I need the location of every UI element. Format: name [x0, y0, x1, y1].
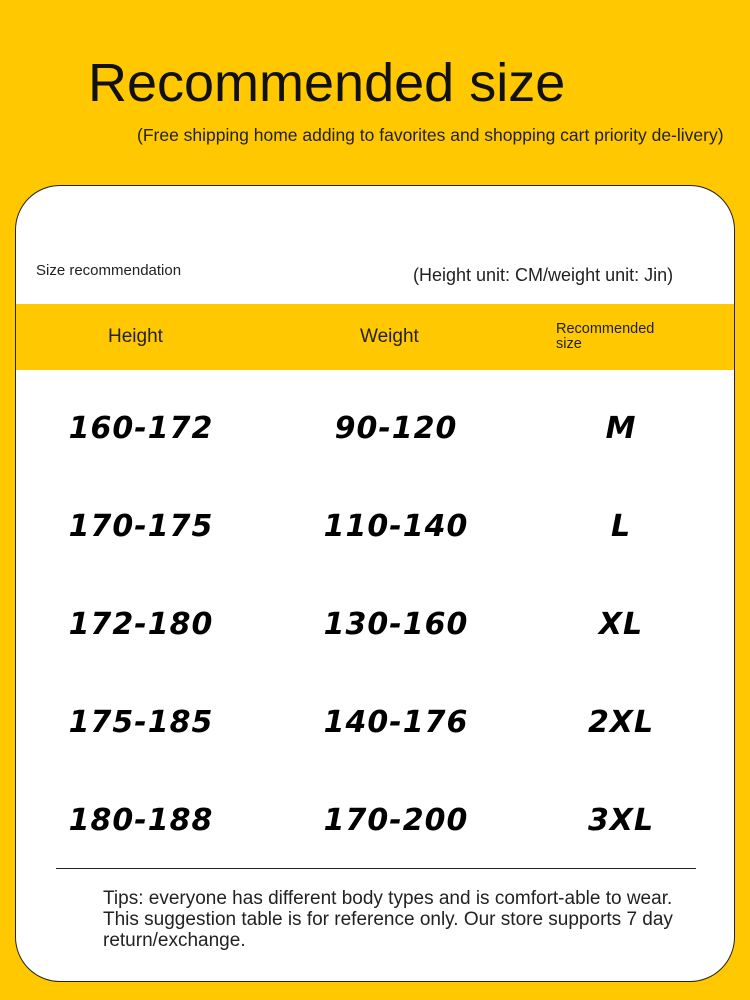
- size-cell: 2XL: [587, 705, 655, 740]
- size-card: [15, 185, 735, 982]
- units-note: (Height unit: CM/weight unit: Jin): [413, 265, 674, 285]
- size-cell: XL: [598, 607, 644, 642]
- height-cell: 172-180: [68, 607, 214, 642]
- table-row: [16, 411, 734, 471]
- height-cell: 160-172: [68, 411, 214, 446]
- size-cell: 3XL: [587, 803, 655, 838]
- weight-cell: 170-200: [323, 803, 469, 838]
- header-recommended-size: Recommended size: [556, 321, 655, 352]
- weight-cell: 90-120: [334, 411, 458, 446]
- table-row: [16, 705, 734, 765]
- table-row: [16, 509, 734, 569]
- height-cell: 180-188: [68, 803, 214, 838]
- divider: [56, 868, 696, 869]
- page-title: Recommended size: [88, 53, 566, 113]
- weight-cell: 110-140: [323, 509, 469, 544]
- size-cell: L: [610, 509, 632, 544]
- header-height: Height: [108, 326, 163, 347]
- size-cell: M: [605, 411, 637, 446]
- tips-text: Tips: everyone has different body types and is comfort-able to wear. This suggestion table is for reference only. Our store supports 7 day return/exchange.: [103, 888, 673, 951]
- header-weight: Weight: [360, 326, 419, 347]
- weight-cell: 140-176: [323, 705, 469, 740]
- table-header: [16, 304, 734, 370]
- size-recommendation-label: Size recommendation: [36, 262, 182, 279]
- height-cell: 175-185: [68, 705, 214, 740]
- table-row: [16, 607, 734, 667]
- table-row: [16, 803, 734, 863]
- shipping-note: (Free shipping home adding to favorites and shopping cart priority de-livery): [137, 125, 724, 145]
- weight-cell: 130-160: [323, 607, 469, 642]
- height-cell: 170-175: [68, 509, 214, 544]
